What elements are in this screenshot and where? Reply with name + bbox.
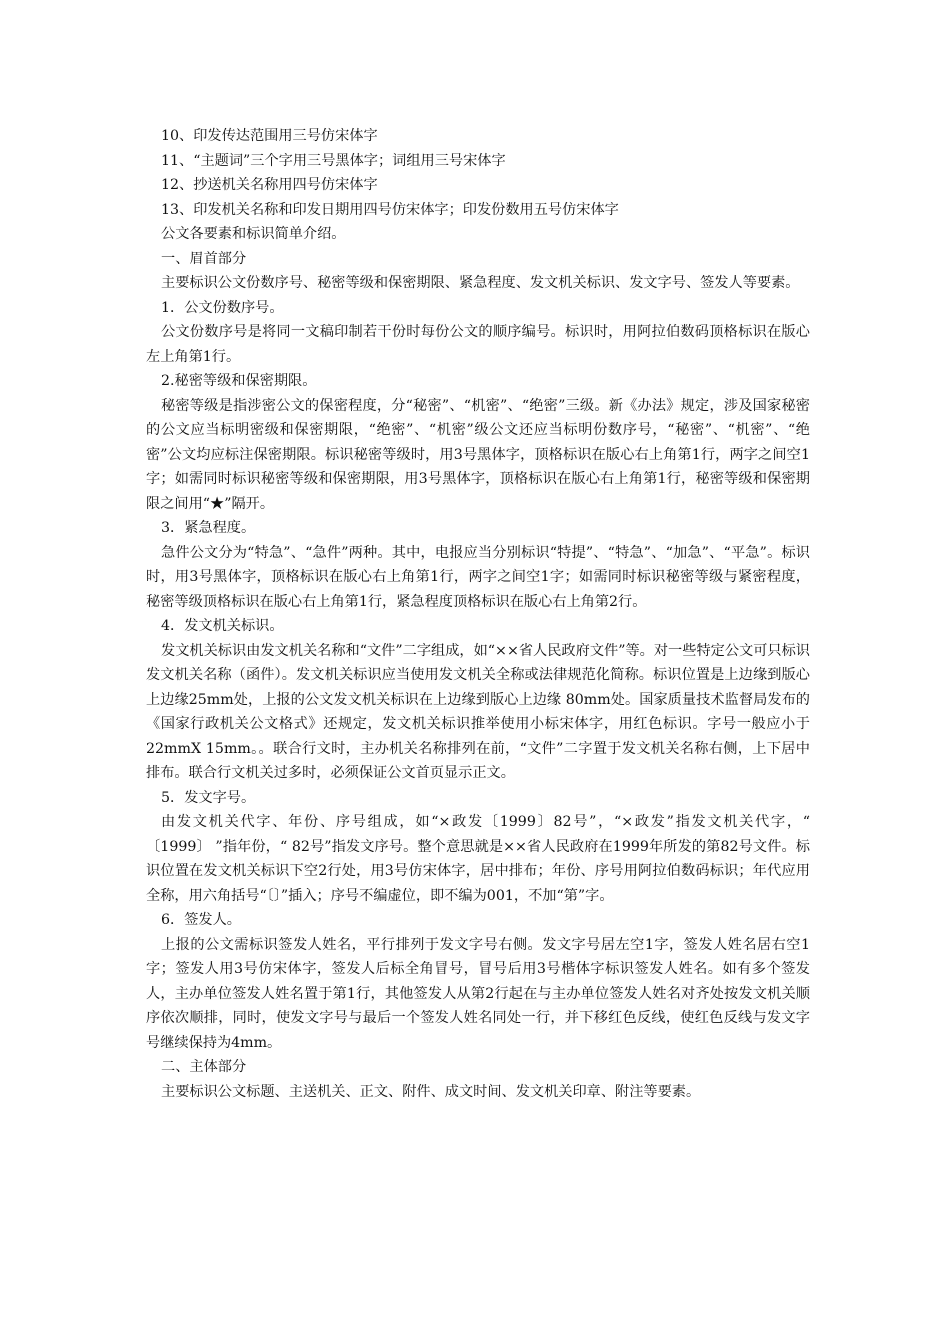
subsection-body-3: 急件公文分为“特急”、“急件”两种。其中，电报应当分别标识“特提”、“特急”、“加急”、“平急”。标识时，用3号黑体字，顶格标识在版心右上角第1行，两字之间空1字；如需同时标识秘密等级与紧密程度，秘密等级顶格标识在版心右上角第1行，紧急程度顶格标识在版心右上角第2行。 <box>146 544 810 610</box>
subsection-title-4: 4．发文机关标识。 <box>161 618 284 634</box>
subsection-title-2: 2.秘密等级和保密期限。 <box>161 373 317 389</box>
subsection-body-4: 发文机关标识由发文机关名称和“文件”二字组成，如“××省人民政府文件”等。对一些特定公文可只标识发文机关名称（函件）。发文机关标识应当使用发文机关全称或法律规范化简称。标识位置是上边缘到版心上边缘25mm处，上报的公文发文机关标识在上边缘到版心上边缘 80mm处。国家质量技术监督局发布的《国家行政机关公文格式》还规定，发文机关标识推举使用小标宋体字，用红色标识。字号一般应小于22mmX 15mm。。联合行文时，主办机关名称排列在前，“文件”二字置于发文机关名称右侧，上下居中排布。联合行文机关过多时，必须保证公文首页显示正文。 <box>146 642 810 781</box>
subsection-body-5: 由发文机关代字、年份、序号组成，如“×政发〔1999〕82号”，“×政发”指发文机关代字，“ 〔1999〕 ”指年份，“ 82号”指发文序号。整个意思就是××省人民政府在1999年所发的第82号文件。标识位置在发文机关标识下空2行处，用3号仿宋体字，居中排布；年份、序号用阿拉伯数码标识；年代应用全称，用六角括号“〔〕”插入；序号不编虚位，即不编为001，不加“第”字。 <box>146 814 810 904</box>
subsection-title-1: 1．公文份数序号。 <box>161 299 284 316</box>
subsection-body-1: 公文份数序号是将同一文稿印制若干份时每份公文的顺序编号。标识时，用阿拉伯数码顶格标识在版心左上角第1行。 <box>146 324 810 365</box>
item-11: 11、“主题词”三个字用三号黑体字；词组用三号宋体字 <box>161 152 506 169</box>
meishou-intro: 主要标识公文份数序号、秘密等级和保密期限、紧急程度、发文机关标识、发文字号、签发人等要素。 <box>161 275 800 291</box>
item-10: 10、印发传达范围用三号仿宋体字 <box>161 128 378 144</box>
document-body <box>146 124 810 1104</box>
subsection-title-5: 5．发文字号。 <box>161 789 256 806</box>
intro-line: 公文各要素和标识简单介绍。 <box>161 226 346 242</box>
zhuti-intro: 主要标识公文标题、主送机关、正文、附件、成文时间、发文机关印章、附注等要素。 <box>161 1083 701 1100</box>
subsection-body-2: 秘密等级是指涉密公文的保密程度，分“秘密”、“机密”、“绝密”三级。新《办法》规定，涉及国家秘密的公文应当标明密级和保密期限，“绝密”、“机密”级公文还应当标明份数序号，“秘密”、“机密”、“绝密”公文均应标注保密期限。标识秘密等级时，用3号黑体字，顶格标识在版心右上角第1行，两字之间空1字；如需同时标识秘密等级和保密期限，用3号黑体字，顶格标识在版心右上角第1行，秘密等级和保密期限之间用“★”隔开。 <box>146 397 810 512</box>
item-12: 12、抄送机关名称用四号仿宋体字 <box>161 177 378 193</box>
section-heading-meishou: 一、眉首部分 <box>161 250 247 267</box>
section-heading-zhuti: 二、主体部分 <box>161 1059 247 1075</box>
subsection-title-3: 3．紧急程度。 <box>161 520 256 536</box>
item-13: 13、印发机关名称和印发日期用四号仿宋体字；印发份数用五号仿宋体字 <box>161 201 619 218</box>
subsection-title-6: 6．签发人。 <box>161 912 241 928</box>
subsection-body-6: 上报的公文需标识签发人姓名，平行排列于发文字号右侧。发文字号居左空1字，签发人姓名居右空1字；签发人用3号仿宋体字，签发人后标全角冒号，冒号后用3号楷体字标识签发人姓名。如有多个签发人，主办单位签发人姓名置于第1行，其他签发人从第2行起在与主办单位签发人姓名对齐处按发文机关顺序依次顺排，同时，使发文字号与最后一个签发人姓名同处一行，并下移红色反线，使红色反线与发文字号继续保持为4mm。 <box>146 936 810 1051</box>
